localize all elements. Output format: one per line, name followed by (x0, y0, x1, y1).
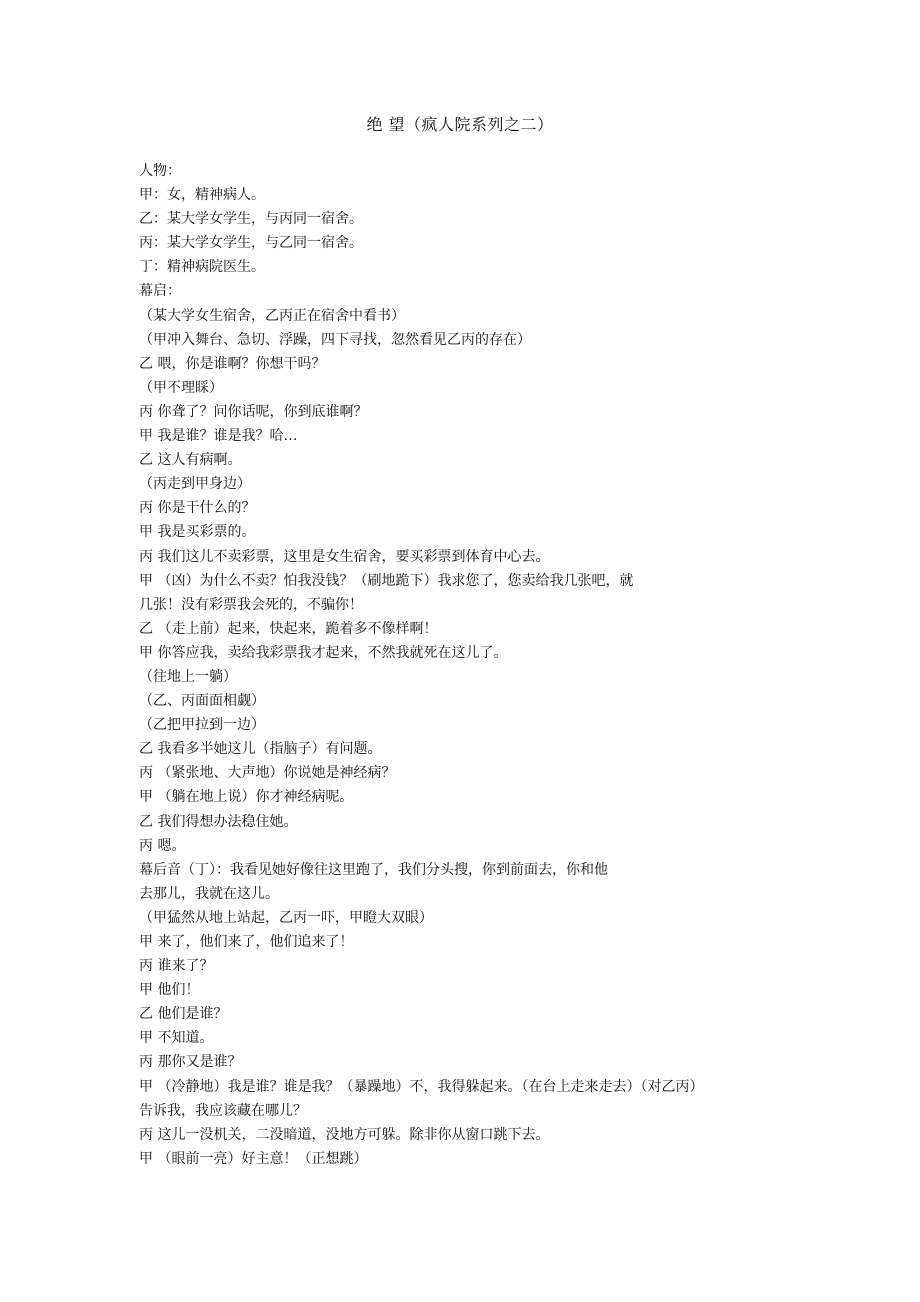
script-line: 丁：精神病院医生。 (139, 259, 265, 276)
script-line: 告诉我，我应该藏在哪儿？ (139, 1102, 307, 1119)
script-line: 幕启： (139, 283, 181, 300)
script-line: 乙 我们得想办法稳住她。 (139, 813, 298, 830)
script-line: 丙 你是干什么的？ (139, 500, 256, 517)
script-line: 甲 （冷静地）我是谁？谁是我？（暴躁地）不，我得躲起来。（在台上走来走去）（对乙丙） (139, 1078, 704, 1095)
script-line: 丙 你聋了？问你话呢，你到底谁啊？ (139, 403, 368, 420)
script-line: 乙 （走上前）起来，快起来，跪着多不像样啊！ (139, 620, 438, 637)
script-line: 人物： (139, 163, 181, 179)
script-line: 丙 那你又是谁？ (139, 1054, 242, 1071)
script-line: 丙：某大学女学生，与乙同一宿舍。 (139, 235, 363, 252)
script-line: 丙 嗯。 (139, 837, 186, 854)
script-line: 乙 喂，你是谁啊？你想干吗？ (139, 355, 326, 372)
script-line: （往地上一躺） (139, 668, 237, 685)
document-title: 绝 望（疯人院系列之二） (366, 115, 554, 134)
script-line: 甲 他们！ (139, 982, 200, 999)
script-line: 甲 （眼前一亮）好主意！（正想跳） (139, 1150, 368, 1167)
script-line: 甲 我是买彩票的。 (139, 524, 256, 541)
script-line: 乙：某大学女学生，与丙同一宿舍。 (139, 211, 363, 228)
script-line: （甲冲入舞台、急切、浮躁，四下寻找，忽然看见乙丙的存在） (139, 331, 531, 348)
script-line: 乙 我看多半她这儿（指脑子）有问题。 (139, 741, 382, 758)
script-line: 甲：女，精神病人。 (139, 187, 265, 204)
script-line: 几张！没有彩票我会死的，不骗你！ (139, 596, 363, 613)
script-line: （乙、丙面面相觑） (139, 693, 265, 710)
script-line: 丙 谁来了？ (139, 958, 214, 975)
script-line: （乙把甲拉到一边） (139, 717, 265, 734)
script-line: 丙 （紧张地、大声地）你说她是神经病？ (139, 765, 396, 782)
script-line: （甲猛然从地上站起，乙丙一吓，甲瞪大双眼） (139, 909, 433, 926)
script-line: 丙 这儿一没机关，二没暗道，没地方可躲。除非你从窗口跳下去。 (139, 1126, 550, 1143)
script-line: 甲 来了，他们来了，他们追来了！ (139, 934, 354, 950)
script-line: （甲不理睬） (139, 379, 223, 396)
script-line: 去那儿，我就在这儿。 (139, 885, 279, 902)
script-line: （某大学女生宿舍，乙丙正在宿舍中看书） (139, 307, 405, 324)
script-line: 甲 （躺在地上说）你才神经病呢。 (139, 789, 354, 806)
script-line: 幕后音（丁）：我看见她好像往这里跑了，我们分头搜，你到前面去，你和他 (139, 861, 608, 878)
script-line: 甲 不知道。 (139, 1030, 214, 1047)
script-line: 乙 他们是谁？ (139, 1006, 228, 1023)
script-line: 乙 这人有病啊。 (139, 452, 242, 469)
script-line: 甲 （凶）为什么不卖？怕我没钱？（刷地跪下）我求您了，您卖给我几张吧，就 (139, 572, 634, 589)
script-line: （丙走到甲身边） (139, 476, 251, 493)
script-line: 甲 你答应我，卖给我彩票我才起来，不然我就死在这儿了。 (139, 644, 508, 661)
script-body (139, 159, 799, 1171)
script-line: 丙 我们这儿不卖彩票，这里是女生宿舍，要买彩票到体育中心去。 (139, 548, 550, 565)
script-line: 甲 我是谁？谁是我？哈… (139, 428, 298, 445)
